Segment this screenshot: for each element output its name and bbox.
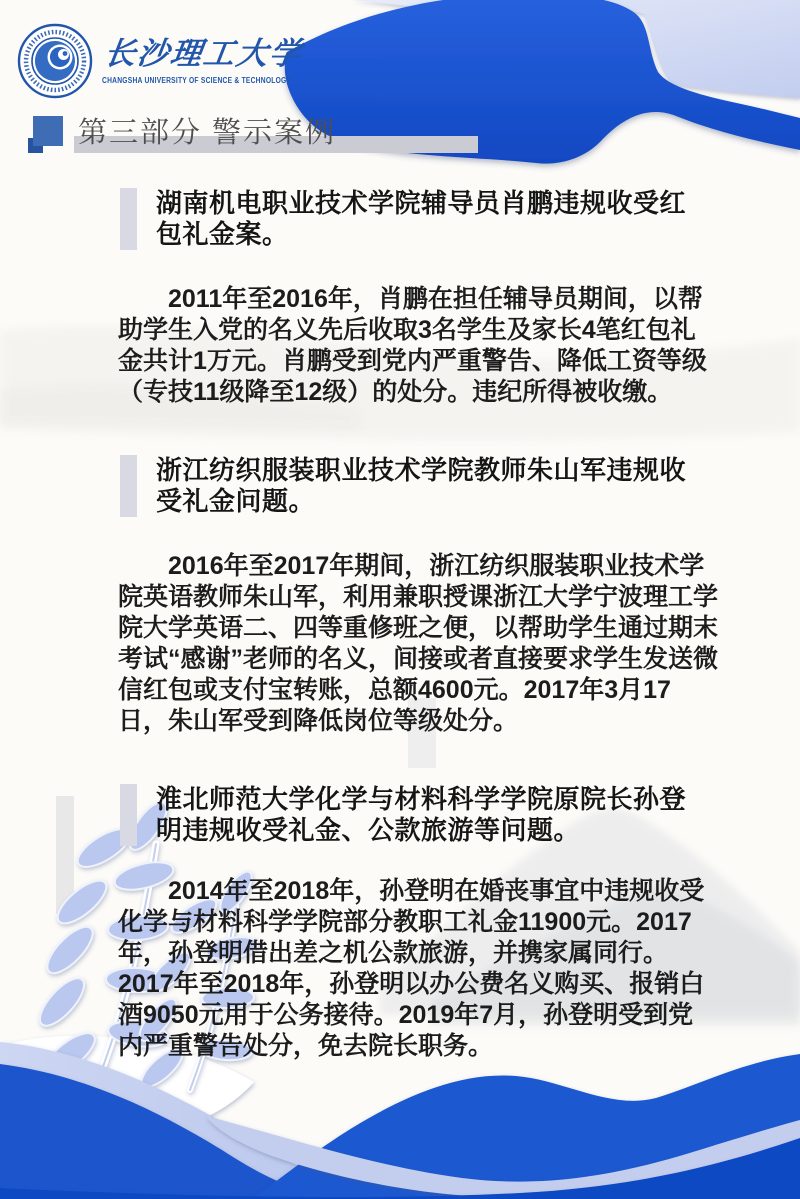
case-3-body: 2014年至2018年，孙登明在婚丧事宜中违规收受化学与材料科学学院部分教职工礼金11900元。2017年，孙登明借出差之机公款旅游，并携家属同行。2017年至2018年，孙登明以办公费名义购买、报销白酒9050元用于公务接待。2019年7月，孙登明受到党内严重警告处分，免去院长职务。 xyxy=(118,877,705,1060)
case-heading xyxy=(120,455,708,517)
case-1-title: 湖南机电职业技术学院辅导员肖鹏违规收受红包礼金案。 xyxy=(156,188,687,249)
university-name-en: CHANGSHA UNIVERSITY OF SCIENCE & TECHNOLOGY xyxy=(102,74,292,85)
case-3-title: 淮北师范大学化学与材料科学学院原院长孙登明违规收受礼金、公款旅游等问题。 xyxy=(156,784,687,845)
university-name-cn: 长沙理工大学 xyxy=(102,36,305,72)
case-heading xyxy=(120,188,708,250)
section-title: 第三部分 警示案例 xyxy=(78,117,337,149)
case-2-body: 2016年至2017年期间，浙江纺织服装职业技术学院英语教师朱山军，利用兼职授课浙江大学宁波理工学院大学英语二、四等重修班之便，以帮助学生通过期末考试“感谢”老师的名义，间接或者直接要求学生发送微信红包或支付宝转账，总额4600元。2017年3月17日，朱山军受到降低岗位等级处分。 xyxy=(118,552,719,735)
heading-accent-bar xyxy=(120,455,137,517)
case-2-title: 浙江纺织服装职业技术学院教师朱山军违规收受礼金问题。 xyxy=(156,455,687,516)
heading-accent-bar xyxy=(120,784,137,846)
case-1-body: 2011年至2016年，肖鹏在担任辅导员期间，以帮助学生入党的名义先后收取3名学生及家长4笔红包礼金共计1万元。肖鹏受到党内严重警告、降低工资等级（专技11级降至12级）的处分。违纪所得被收缴。 xyxy=(118,285,707,406)
university-seal-icon xyxy=(16,22,94,100)
heading-accent-bar xyxy=(120,188,137,250)
section-marker-icon xyxy=(33,116,63,146)
case-heading xyxy=(120,784,708,846)
university-brand xyxy=(16,22,345,100)
